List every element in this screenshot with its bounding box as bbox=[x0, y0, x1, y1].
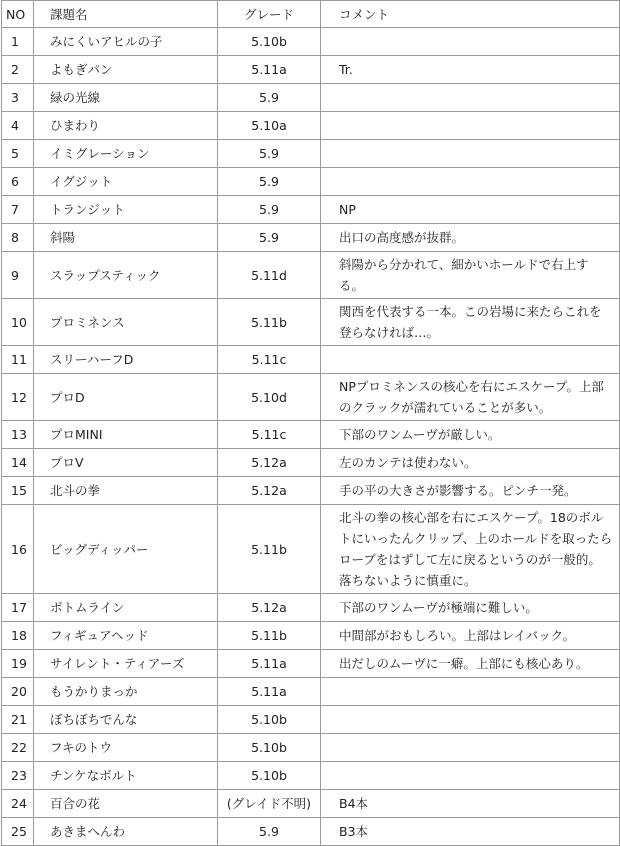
route-comment: NP bbox=[321, 196, 620, 224]
route-comment: 北斗の拳の核心部を右にエスケープ。18のボルトにいったんクリップ、上のホールドを取ったらロープをはずして左に戻るというのが一般的。落ちないように慎重に。 bbox=[321, 505, 620, 594]
route-comment bbox=[321, 734, 620, 762]
table-row bbox=[2, 224, 620, 252]
route-name: あきまへんわ bbox=[34, 818, 218, 846]
route-number: 25 bbox=[2, 818, 34, 846]
route-comment bbox=[321, 168, 620, 196]
table-row bbox=[2, 168, 620, 196]
route-grade: 5.11c bbox=[218, 421, 321, 449]
route-comment bbox=[321, 140, 620, 168]
route-grade: 5.9 bbox=[218, 196, 321, 224]
table-row bbox=[2, 790, 620, 818]
route-comment: Tr. bbox=[321, 56, 620, 84]
route-comment: 出口の高度感が抜群。 bbox=[321, 224, 620, 252]
route-grade: 5.9 bbox=[218, 818, 321, 846]
route-number: 5 bbox=[2, 140, 34, 168]
table-row bbox=[2, 505, 620, 594]
route-name: サイレント・ティアーズ bbox=[34, 650, 218, 678]
route-name: プロMINI bbox=[34, 421, 218, 449]
route-grade: (グレイド不明) bbox=[218, 790, 321, 818]
table-row bbox=[2, 650, 620, 678]
route-comment bbox=[321, 762, 620, 790]
route-comment: 斜陽から分かれて、細かいホールドで右上する。 bbox=[321, 252, 620, 299]
table-row bbox=[2, 56, 620, 84]
table-row bbox=[2, 196, 620, 224]
table-row bbox=[2, 299, 620, 346]
route-number: 7 bbox=[2, 196, 34, 224]
route-name: ひまわり bbox=[34, 112, 218, 140]
table-row bbox=[2, 374, 620, 421]
route-grade: 5.10b bbox=[218, 28, 321, 56]
header-row bbox=[2, 1, 620, 28]
route-grade: 5.10b bbox=[218, 762, 321, 790]
route-grade: 5.10d bbox=[218, 374, 321, 421]
route-name: よもぎパン bbox=[34, 56, 218, 84]
route-name: 斜陽 bbox=[34, 224, 218, 252]
route-table bbox=[1, 0, 620, 846]
table-row bbox=[2, 252, 620, 299]
route-name: スリーハーフD bbox=[34, 346, 218, 374]
route-name: プロミネンス bbox=[34, 299, 218, 346]
route-grade: 5.9 bbox=[218, 140, 321, 168]
route-grade: 5.11b bbox=[218, 505, 321, 594]
route-number: 13 bbox=[2, 421, 34, 449]
route-grade: 5.12a bbox=[218, 594, 321, 622]
route-grade: 5.12a bbox=[218, 449, 321, 477]
route-grade: 5.11c bbox=[218, 346, 321, 374]
route-number: 21 bbox=[2, 706, 34, 734]
route-name: 緑の光線 bbox=[34, 84, 218, 112]
route-number: 16 bbox=[2, 505, 34, 594]
route-name: プロD bbox=[34, 374, 218, 421]
table-row bbox=[2, 477, 620, 505]
route-number: 8 bbox=[2, 224, 34, 252]
table-row bbox=[2, 818, 620, 846]
route-grade: 5.11a bbox=[218, 650, 321, 678]
header-grade: グレード bbox=[218, 1, 321, 28]
table-row bbox=[2, 28, 620, 56]
route-comment: B4本 bbox=[321, 790, 620, 818]
header-comment: コメント bbox=[321, 1, 620, 28]
table-row bbox=[2, 449, 620, 477]
route-grade: 5.10b bbox=[218, 734, 321, 762]
route-grade: 5.9 bbox=[218, 168, 321, 196]
route-grade: 5.11d bbox=[218, 252, 321, 299]
table-body bbox=[2, 28, 620, 846]
route-grade: 5.11b bbox=[218, 299, 321, 346]
route-number: 12 bbox=[2, 374, 34, 421]
route-number: 1 bbox=[2, 28, 34, 56]
route-name: トランジット bbox=[34, 196, 218, 224]
table-row bbox=[2, 594, 620, 622]
route-number: 22 bbox=[2, 734, 34, 762]
table-row bbox=[2, 678, 620, 706]
route-number: 17 bbox=[2, 594, 34, 622]
route-number: 15 bbox=[2, 477, 34, 505]
route-number: 2 bbox=[2, 56, 34, 84]
table-row bbox=[2, 346, 620, 374]
route-comment bbox=[321, 112, 620, 140]
route-grade: 5.11a bbox=[218, 56, 321, 84]
table-row bbox=[2, 84, 620, 112]
route-comment: 関西を代表する一本。この岩場に来たらこれを登らなければ…。 bbox=[321, 299, 620, 346]
route-number: 20 bbox=[2, 678, 34, 706]
route-comment: 手の平の大きさが影響する。ピンチ一発。 bbox=[321, 477, 620, 505]
route-name: スラップスティック bbox=[34, 252, 218, 299]
route-name: イミグレーション bbox=[34, 140, 218, 168]
route-number: 14 bbox=[2, 449, 34, 477]
route-comment bbox=[321, 678, 620, 706]
route-comment: 左のカンテは使わない。 bbox=[321, 449, 620, 477]
table-row bbox=[2, 112, 620, 140]
header-route-name: 課題名 bbox=[34, 1, 218, 28]
route-grade: 5.9 bbox=[218, 224, 321, 252]
route-name: フキのトウ bbox=[34, 734, 218, 762]
route-comment: B3本 bbox=[321, 818, 620, 846]
table-row bbox=[2, 762, 620, 790]
route-grade: 5.9 bbox=[218, 84, 321, 112]
route-comment: NPプロミネンスの核心を右にエスケープ。上部のクラックが濡れていることが多い。 bbox=[321, 374, 620, 421]
route-comment: 下部のワンムーヴが厳しい。 bbox=[321, 421, 620, 449]
route-number: 9 bbox=[2, 252, 34, 299]
route-name: チンケなボルト bbox=[34, 762, 218, 790]
route-comment: 中間部がおもしろい。上部はレイバック。 bbox=[321, 622, 620, 650]
route-comment: 出だしのムーヴに一癖。上部にも核心あり。 bbox=[321, 650, 620, 678]
route-comment bbox=[321, 346, 620, 374]
route-name: 百合の花 bbox=[34, 790, 218, 818]
route-grade: 5.12a bbox=[218, 477, 321, 505]
table-row bbox=[2, 734, 620, 762]
route-grade: 5.11a bbox=[218, 678, 321, 706]
route-grade: 5.10b bbox=[218, 706, 321, 734]
header-no: NO bbox=[2, 1, 34, 28]
table-row bbox=[2, 622, 620, 650]
route-name: 北斗の拳 bbox=[34, 477, 218, 505]
route-number: 6 bbox=[2, 168, 34, 196]
route-name: フィギュアヘッド bbox=[34, 622, 218, 650]
route-name: もうかりまっか bbox=[34, 678, 218, 706]
table-row bbox=[2, 421, 620, 449]
route-name: みにくいアヒルの子 bbox=[34, 28, 218, 56]
route-name: イグジット bbox=[34, 168, 218, 196]
route-comment bbox=[321, 84, 620, 112]
route-name: ビッグディッパー bbox=[34, 505, 218, 594]
route-name: ボトムライン bbox=[34, 594, 218, 622]
route-number: 10 bbox=[2, 299, 34, 346]
route-number: 19 bbox=[2, 650, 34, 678]
route-comment bbox=[321, 28, 620, 56]
route-number: 18 bbox=[2, 622, 34, 650]
route-comment bbox=[321, 706, 620, 734]
route-name: プロV bbox=[34, 449, 218, 477]
route-name: ぼちぼちでんな bbox=[34, 706, 218, 734]
route-comment: 下部のワンムーヴが極端に難しい。 bbox=[321, 594, 620, 622]
route-number: 24 bbox=[2, 790, 34, 818]
route-grade: 5.10a bbox=[218, 112, 321, 140]
route-number: 3 bbox=[2, 84, 34, 112]
route-number: 4 bbox=[2, 112, 34, 140]
table-row bbox=[2, 706, 620, 734]
table-row bbox=[2, 140, 620, 168]
route-number: 23 bbox=[2, 762, 34, 790]
route-grade: 5.11b bbox=[218, 622, 321, 650]
route-number: 11 bbox=[2, 346, 34, 374]
